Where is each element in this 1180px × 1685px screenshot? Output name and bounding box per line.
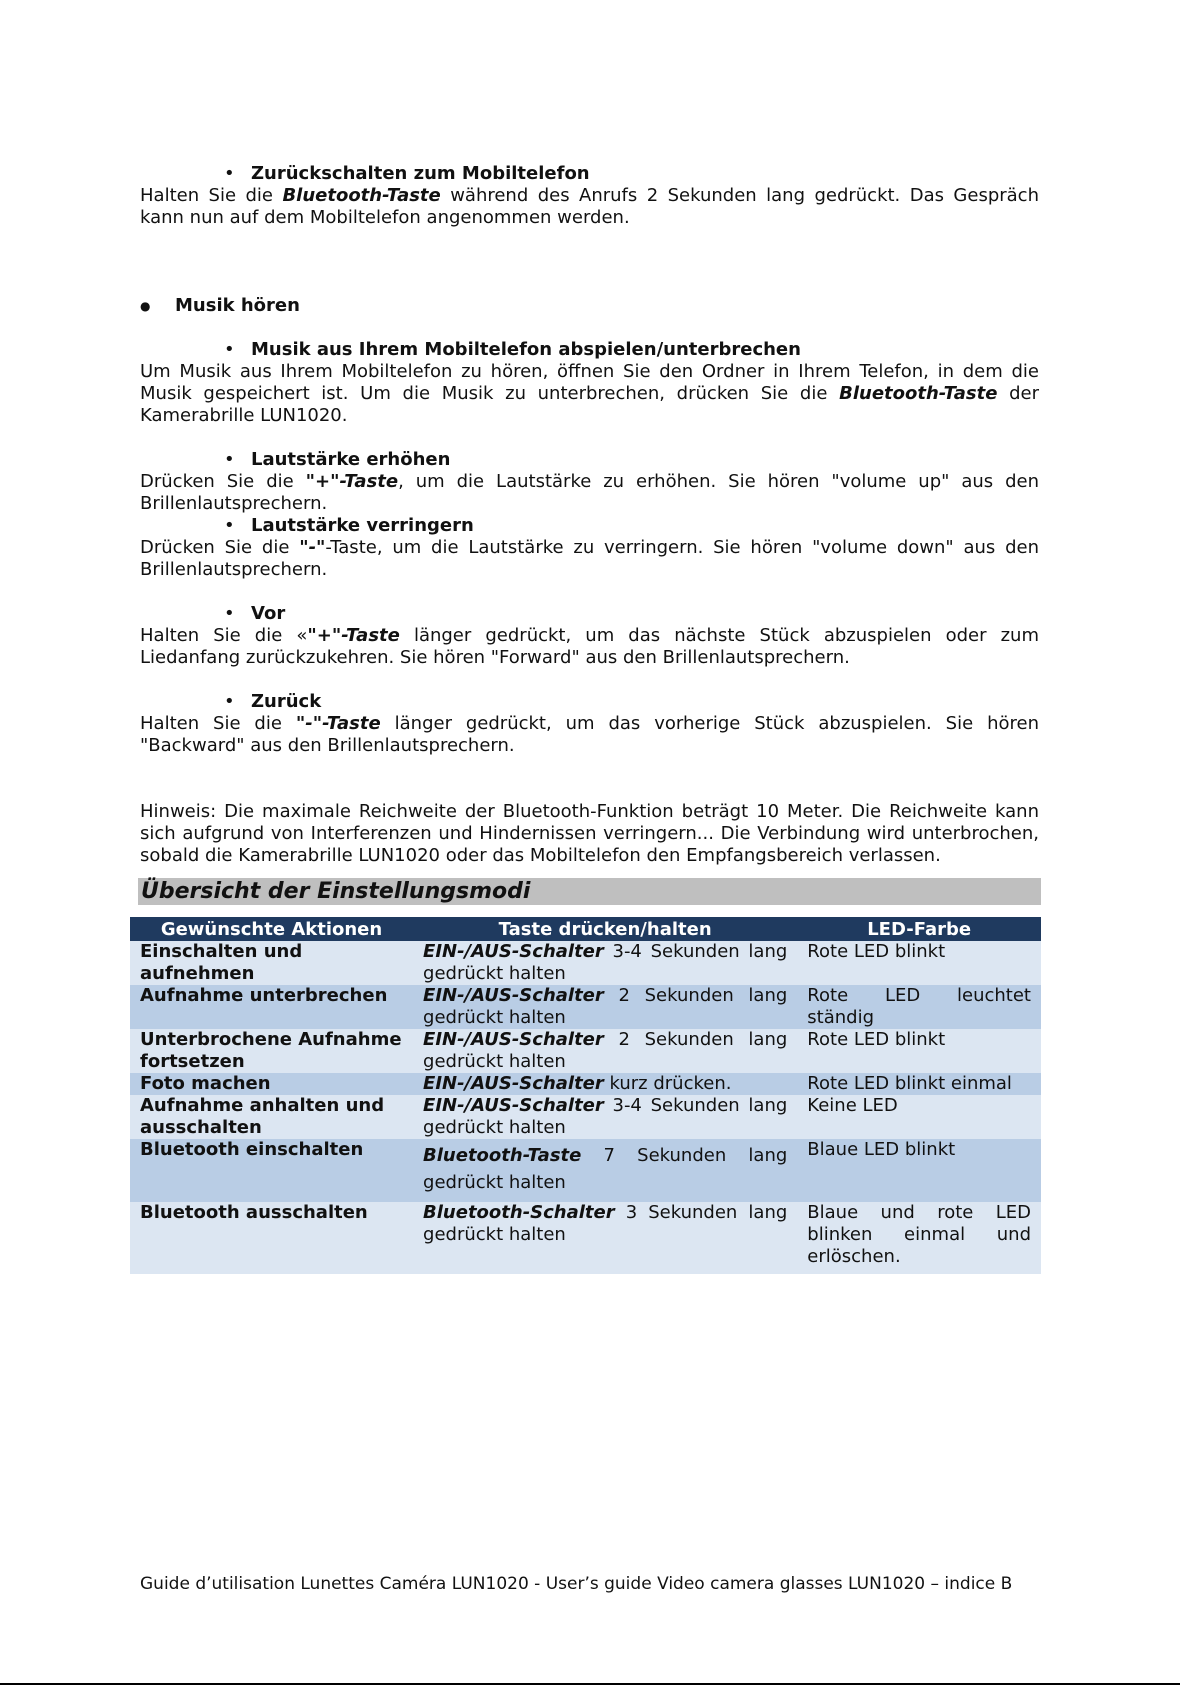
- cell-key: EIN-/AUS-Schalter 2 Sekunden lang gedrückt halten: [413, 985, 797, 1029]
- section-title-overview: Übersicht der Einstellungsmodi: [138, 878, 1041, 905]
- table-row: [130, 1095, 1041, 1139]
- paragraph-volume-up: Drücken Sie die "+"-Taste, um die Lautstärke zu erhöhen. Sie hören "volume up" aus den Brillenlautsprechern.: [140, 471, 1040, 514]
- cell-action: Aufnahme unterbrechen: [130, 985, 413, 1029]
- cell-action: Unterbrochene Aufnahme fortsetzen: [130, 1029, 413, 1073]
- cell-key: EIN-/AUS-Schalter 2 Sekunden lang gedrückt halten: [413, 1029, 797, 1073]
- heading-switch-to-phone: • Zurückschalten zum Mobiltelefon: [224, 163, 1039, 185]
- heading-music: ● Musik hören: [140, 295, 1039, 317]
- table-row: [130, 985, 1041, 1029]
- page-footer: Guide d’utilisation Lunettes Caméra LUN1020 - User’s guide Video camera glasses LUN1020 – indice B: [140, 1574, 1013, 1594]
- paragraph-music-play: Um Musik aus Ihrem Mobiltelefon zu hören, öffnen Sie den Ordner in Ihrem Telefon, in dem die Musik gespeichert ist. Um die Musik zu unterbrechen, drücken Sie die Bluetooth-Taste der Kamerabrille LUN1020.: [140, 361, 1039, 426]
- heading-volume-up: • Lautstärke erhöhen: [224, 449, 1039, 471]
- cell-action: Bluetooth einschalten: [130, 1139, 413, 1202]
- cell-action: Foto machen: [130, 1073, 413, 1095]
- cell-key: EIN-/AUS-Schalter kurz drücken.: [413, 1073, 797, 1095]
- heading-forward: • Vor: [224, 603, 1039, 625]
- cell-led: Blaue LED blinkt: [797, 1139, 1041, 1202]
- header-key: Taste drücken/halten: [413, 917, 797, 941]
- heading-music-play: • Musik aus Ihrem Mobiltelefon abspielen/unterbrechen: [224, 339, 1039, 361]
- modes-table: [130, 917, 1041, 1274]
- paragraph-volume-down: Drücken Sie die "-"-Taste, um die Lautstärke zu verringern. Sie hören "volume down" aus den Brillenlautsprechern.: [140, 537, 1039, 580]
- table-row: [130, 1029, 1041, 1073]
- cell-key: Bluetooth-Schalter 3 Sekunden lang gedrückt halten: [413, 1202, 797, 1274]
- table-row: [130, 941, 1041, 985]
- table-header-row: [130, 917, 1041, 941]
- cell-action: Bluetooth ausschalten: [130, 1202, 413, 1274]
- table-row: [130, 1139, 1041, 1202]
- document-body: [140, 163, 1039, 867]
- paragraph-forward: Halten Sie die «"+"-Taste länger gedrückt, um das nächste Stück abzuspielen oder zum Liedanfang zurückzukehren. Sie hören "Forward" aus den Brillenlautsprechern.: [140, 625, 1039, 668]
- cell-led: Rote LED blinkt einmal: [797, 1073, 1041, 1095]
- cell-led: Rote LED blinkt: [797, 1029, 1041, 1073]
- table-row: [130, 1073, 1041, 1095]
- cell-action: Aufnahme anhalten und ausschalten: [130, 1095, 413, 1139]
- cell-key: EIN-/AUS-Schalter 3-4 Sekunden lang gedrückt halten: [413, 941, 797, 985]
- cell-led: Keine LED: [797, 1095, 1041, 1139]
- paragraph-note: Hinweis: Die maximale Reichweite der Bluetooth-Funktion beträgt 10 Meter. Die Reichweite kann sich aufgrund von Interferenzen und Hindernissen verringern... Die Verbindung wird unterbrochen, sobald die Kamerabrille LUN1020 oder das Mobiltelefon den Empfangsbereich verlassen.: [140, 801, 1039, 866]
- cell-key: EIN-/AUS-Schalter 3-4 Sekunden lang gedrückt halten: [413, 1095, 797, 1139]
- cell-led: Blaue und rote LED blinken einmal und erlöschen.: [797, 1202, 1041, 1274]
- paragraph-switch-to-phone: Halten Sie die Bluetooth-Taste während des Anrufs 2 Sekunden lang gedrückt. Das Gespräch kann nun auf dem Mobiltelefon angenommen werden.: [140, 185, 1039, 228]
- heading-back: • Zurück: [224, 691, 1039, 713]
- cell-action: Einschalten und aufnehmen: [130, 941, 413, 985]
- heading-volume-down: • Lautstärke verringern: [224, 515, 1039, 537]
- cell-key: Bluetooth-Taste 7 Sekunden lang gedrückt halten: [413, 1139, 797, 1202]
- cell-led: Rote LED blinkt: [797, 941, 1041, 985]
- table-row: [130, 1202, 1041, 1274]
- cell-led: Rote LED leuchtet ständig: [797, 985, 1041, 1029]
- header-led: LED-Farbe: [797, 917, 1041, 941]
- header-actions: Gewünschte Aktionen: [130, 917, 413, 941]
- paragraph-back: Halten Sie die "-"-Taste länger gedrückt, um das vorherige Stück abzuspielen. Sie hören "Backward" aus den Brillenlautsprechern.: [140, 713, 1039, 756]
